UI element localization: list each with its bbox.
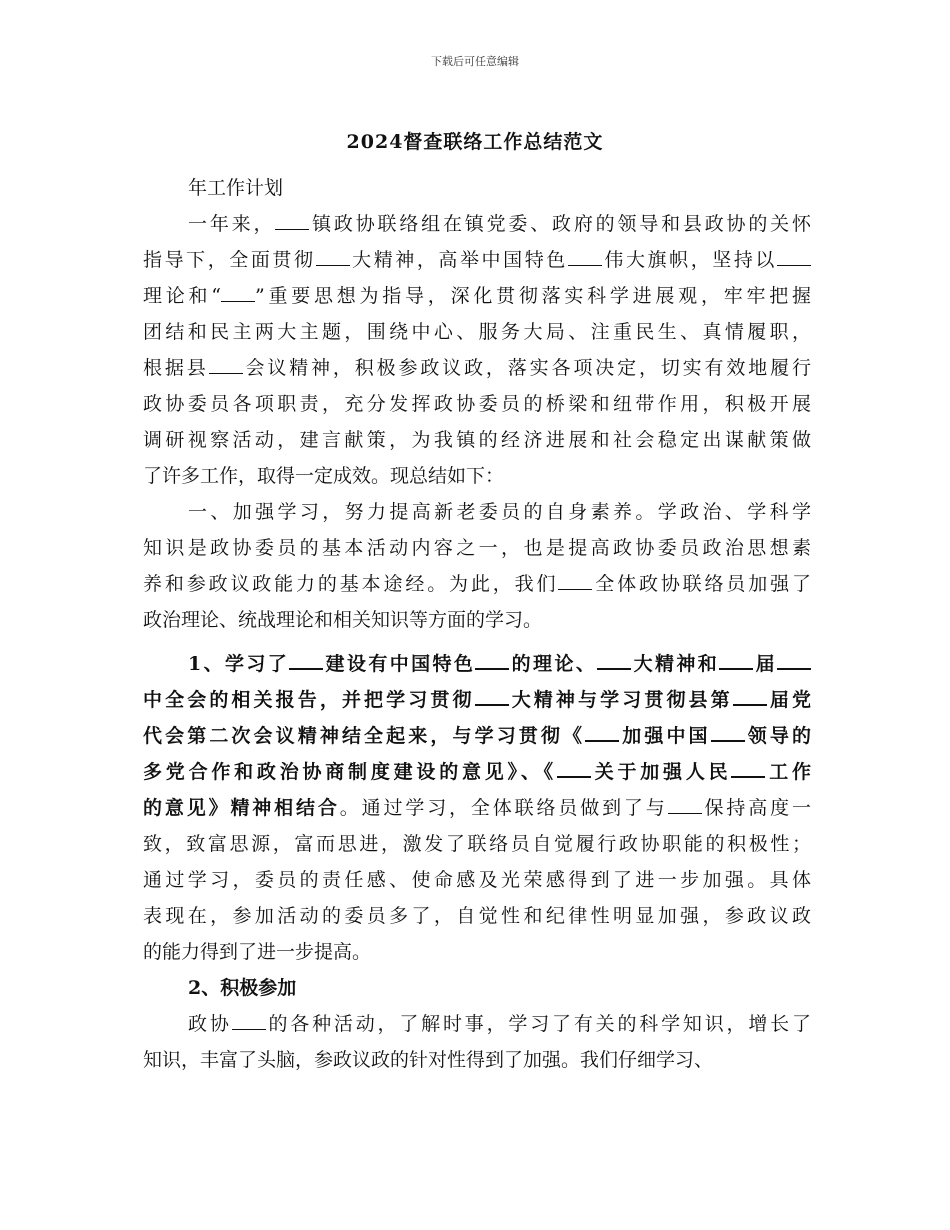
text-line-bold: 代会第二次会议精神结全起来，与学习贯彻《 加强中国 领导的: [143, 718, 811, 754]
fill-blank: [475, 646, 509, 670]
text-line: 政协委员各项职责，充分发挥政协委员的桥梁和纽带作用，积极开展: [143, 393, 811, 415]
text-line-bold: 1、学习了 建设有中国特色 的理论、 大精神和 届: [143, 646, 811, 682]
text-line: 政协 的各种活动，了解时事，学习了有关的科学知识，增长了: [143, 1006, 811, 1042]
fill-blank: [316, 243, 350, 266]
text-line-bold: 2、积极参加: [188, 977, 297, 999]
fill-blank: [777, 646, 811, 670]
text-line: 理论和“ ”重要思想为指导，深化贯彻落实科学进展观，牢牢把握: [143, 278, 811, 314]
fill-blank: [668, 791, 702, 814]
plain-run: 。通过学习，全体联络员做到了与 保持高度一: [340, 797, 811, 819]
bold-run: 的意见》精神相结合: [143, 797, 340, 819]
text-line: 知识是政协委员的基本活动内容之一，也是提高政协委员政治思想素: [143, 537, 811, 559]
fill-blank: [731, 754, 765, 778]
text-line: 团结和民主两大主题，围绕中心、服务大局、注重民生、真情履职，: [143, 321, 811, 343]
fill-blank: [777, 243, 811, 266]
fill-blank: [711, 718, 745, 742]
fill-blank: [221, 279, 255, 302]
fill-blank: [719, 646, 753, 670]
fill-blank: [597, 646, 631, 670]
paragraph-3: [143, 646, 811, 970]
text-line: 的能力得到了进一步提高。: [143, 941, 372, 963]
text-line: 年工作计划: [188, 177, 284, 199]
text-line: 表现在，参加活动的委员多了，自觉性和纪律性明显加强，参政议政: [143, 905, 811, 927]
fill-blank: [209, 351, 243, 374]
fill-blank: [275, 207, 309, 230]
paragraph-0: [143, 170, 811, 206]
text-line: 知识，丰富了头脑，参政议政的针对性得到了加强。我们仔细学习、: [143, 1049, 714, 1071]
text-line: 通过学习，委员的责任感、使命感及光荣感得到了进一步加强。具体: [143, 869, 811, 891]
fill-blank: [232, 1007, 266, 1030]
fill-blank: [558, 567, 592, 590]
paragraph-5: [143, 1006, 811, 1078]
text-line: 根据县 会议精神，积极参政议政，落实各项决定，切实有效地履行: [143, 350, 811, 386]
text-line: 政治理论、统战理论和相关知识等方面的学习。: [143, 609, 543, 631]
text-line: 调研视察活动，建言献策，为我镇的经济进展和社会稳定出谋献策做: [143, 429, 811, 451]
document-title: 2024督查联络工作总结范文: [346, 131, 604, 153]
text-line: 养和参政议政能力的基本途经。为此，我们 全体政协联络员加强了: [143, 566, 811, 602]
paragraph-4: [143, 970, 811, 1006]
fill-blank: [289, 646, 323, 670]
fill-blank: [557, 754, 591, 778]
page-header-note: 下载后可任意编辑: [431, 55, 519, 68]
paragraph-1: [143, 206, 811, 494]
text-line: 致，致富思源，富而思进，激发了联络员自觉履行政协职能的积极性；: [143, 833, 811, 855]
document-body: [143, 170, 811, 1078]
text-line-mixed: [143, 790, 811, 826]
text-line-bold: 中全会的相关报告，并把学习贯彻 大精神与学习贯彻县第 届党: [143, 682, 811, 718]
fill-blank: [475, 682, 509, 706]
text-line: 一、加强学习，努力提高新老委员的自身素养。学政治、学科学: [188, 501, 811, 523]
text-line: 指导下，全面贯彻 大精神，高举中国特色 伟大旗帜，坚持以: [143, 242, 811, 278]
fill-blank: [733, 682, 767, 706]
text-line-bold: 多党合作和政治协商制度建设的意见》、《 关于加强人民 工作: [143, 754, 811, 790]
text-line: 了许多工作，取得一定成效。现总结如下：: [143, 465, 505, 487]
text-line: 一年来， 镇政协联络组在镇党委、政府的领导和县政协的关怀: [143, 206, 811, 242]
paragraph-2: [143, 494, 811, 638]
fill-blank: [568, 243, 602, 266]
fill-blank: [585, 718, 619, 742]
